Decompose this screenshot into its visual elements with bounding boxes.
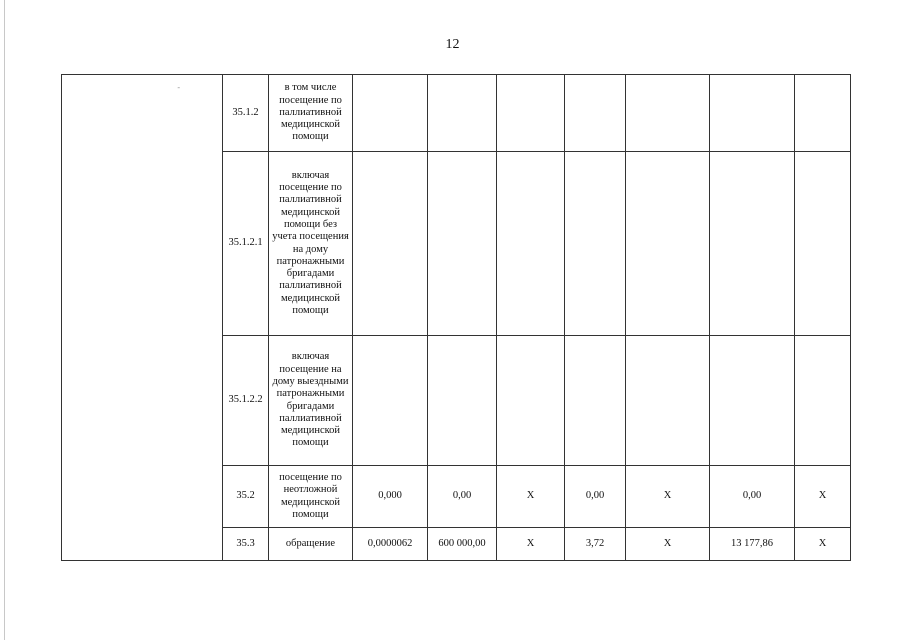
table-cell — [353, 152, 428, 336]
tariff-table — [61, 74, 851, 561]
table-row — [62, 75, 851, 152]
merged-group-cell — [62, 75, 223, 561]
row-name: включая посещение на дому выездными патронажными бригадами паллиативной медицинской помощи — [269, 336, 353, 466]
table-cell — [353, 75, 428, 152]
table-cell: X — [626, 528, 710, 561]
table-cell — [428, 152, 497, 336]
table-cell — [565, 75, 626, 152]
table-cell — [626, 152, 710, 336]
table-cell: 0,00 — [710, 466, 795, 528]
row-name: обращение — [269, 528, 353, 561]
row-code: 35.3 — [223, 528, 269, 561]
table-cell: X — [795, 528, 851, 561]
table-cell — [565, 336, 626, 466]
table-cell — [353, 336, 428, 466]
table-cell: 0,000 — [353, 466, 428, 528]
table-cell: 13 177,86 — [710, 528, 795, 561]
table-cell — [497, 152, 565, 336]
table-cell: 600 000,00 — [428, 528, 497, 561]
table-cell — [565, 152, 626, 336]
table-cell: X — [626, 466, 710, 528]
table-cell — [710, 75, 795, 152]
table-cell: X — [497, 466, 565, 528]
table-cell — [497, 336, 565, 466]
table-cell — [626, 336, 710, 466]
table-cell — [795, 75, 851, 152]
page-edge-line — [4, 0, 5, 640]
scan-mark: - — [177, 83, 180, 92]
table-cell: X — [795, 466, 851, 528]
row-name: включая посещение по паллиативной медицинской помощи без учета посещения на дому патронажными бригадами паллиативной медицинской помощи — [269, 152, 353, 336]
table-cell — [710, 336, 795, 466]
row-code: 35.2 — [223, 466, 269, 528]
table-cell: 0,00 — [565, 466, 626, 528]
page-number: 12 — [445, 37, 460, 52]
row-name: в том числе посещение по паллиативной медицинской помощи — [269, 75, 353, 152]
row-code: 35.1.2.1 — [223, 152, 269, 336]
table-cell — [626, 75, 710, 152]
table-cell — [428, 75, 497, 152]
table-cell — [795, 152, 851, 336]
table-cell — [497, 75, 565, 152]
row-name: посещение по неотложной медицинской помощи — [269, 466, 353, 528]
row-code: 35.1.2 — [223, 75, 269, 152]
table-cell: 0,00 — [428, 466, 497, 528]
row-code: 35.1.2.2 — [223, 336, 269, 466]
table-cell — [795, 336, 851, 466]
table-cell: 3,72 — [565, 528, 626, 561]
table-cell: X — [497, 528, 565, 561]
table-cell — [428, 336, 497, 466]
table-cell — [710, 152, 795, 336]
table-cell: 0,0000062 — [353, 528, 428, 561]
